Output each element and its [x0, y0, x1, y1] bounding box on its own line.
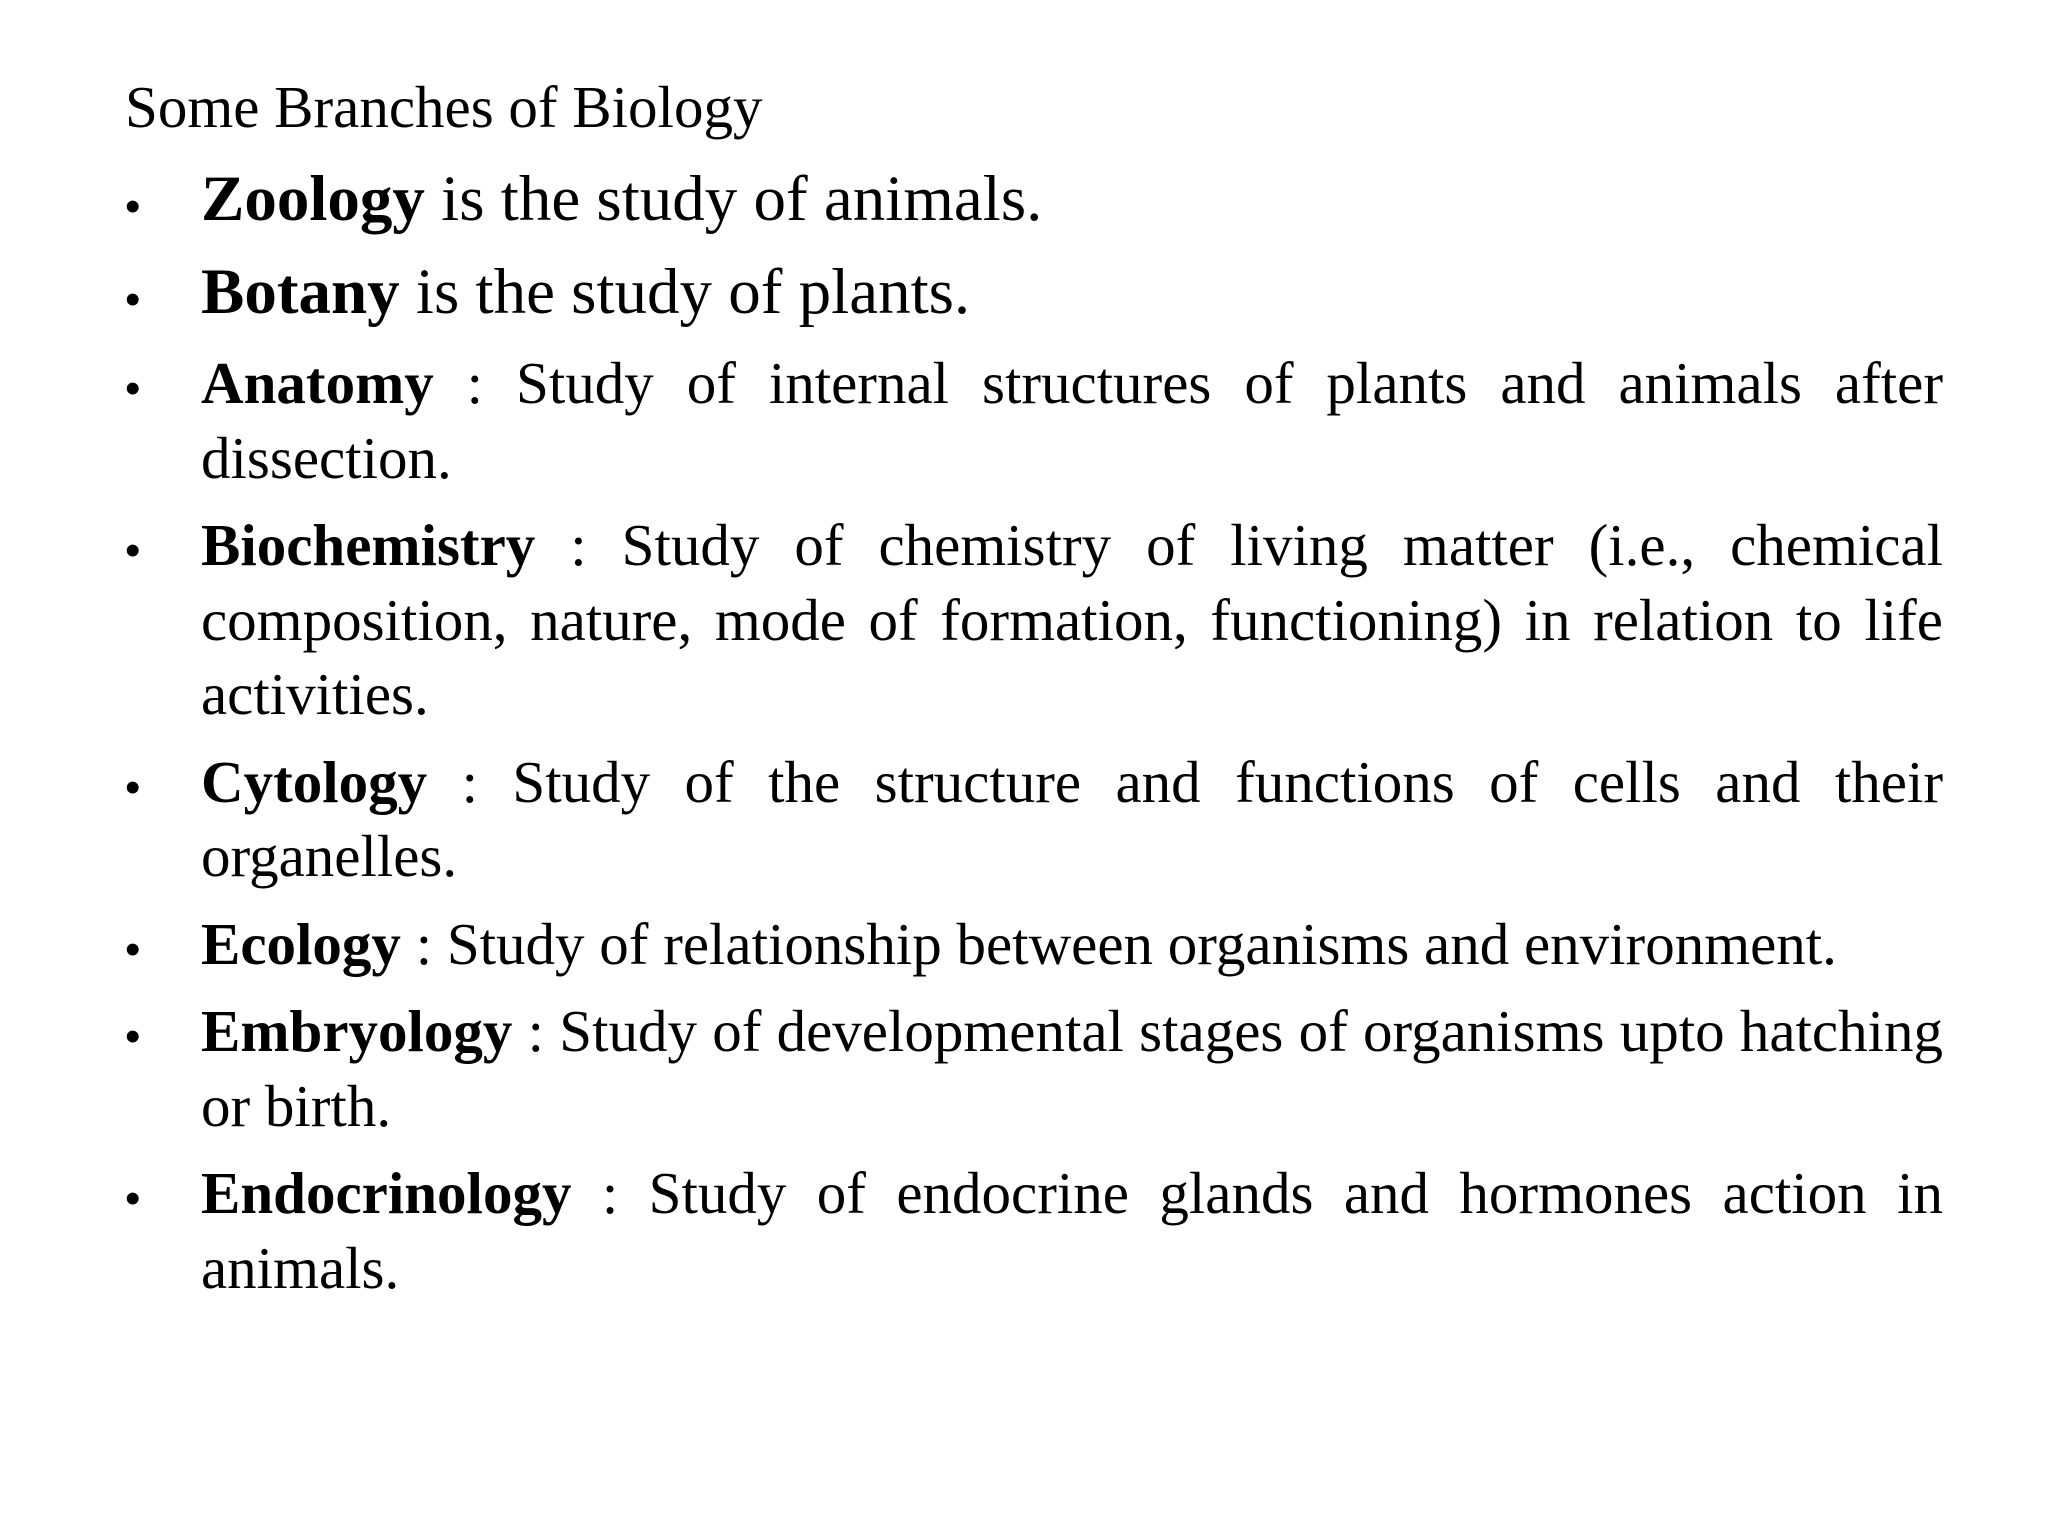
branch-definition: Study of endocrine glands and hormones action in animals.	[201, 1160, 1943, 1301]
bullet-icon: •	[125, 364, 141, 413]
list-item-biochemistry	[125, 508, 1943, 732]
bullet-icon: •	[125, 275, 141, 324]
bullet-icon: •	[125, 526, 141, 575]
branch-term: Anatomy	[201, 350, 434, 416]
bullet-icon: •	[125, 1174, 141, 1223]
branch-term: Cytology	[201, 748, 428, 815]
branch-term: Endocrinology	[201, 1160, 572, 1226]
branch-definition: Study of developmental stages of organisms upto hatching or birth.	[201, 998, 1943, 1139]
branch-definition: is the study of plants.	[415, 256, 971, 328]
branch-definition: Study of the structure and functions of cells and their organelles.	[201, 748, 1943, 889]
branch-term: Embryology	[201, 998, 513, 1064]
list-item-ecology	[125, 907, 1943, 982]
branch-definition: is the study of animals.	[441, 163, 1043, 235]
list-item-embryology	[125, 994, 1943, 1143]
branch-definition: Study of internal structures of plants and animals after dissection.	[201, 350, 1943, 491]
bullet-icon: •	[125, 762, 141, 812]
list-item-anatomy	[125, 346, 1943, 495]
branch-term: Ecology	[201, 910, 401, 977]
branch-separator	[425, 163, 441, 235]
branch-definition: Study of relationship between organisms and environment.	[446, 910, 1837, 977]
list-item-cytology	[125, 745, 1943, 894]
branch-list	[125, 160, 1943, 1318]
branch-separator: :	[535, 512, 622, 578]
branch-term: Botany	[201, 256, 400, 328]
bullet-icon: •	[125, 1012, 141, 1061]
list-item-botany	[125, 253, 1943, 331]
branch-separator: :	[400, 910, 447, 977]
branch-separator: :	[571, 1160, 649, 1226]
branch-term: Biochemistry	[201, 512, 536, 578]
branch-separator: :	[512, 998, 560, 1064]
list-item-endocrinology	[125, 1156, 1943, 1305]
bullet-icon: •	[125, 182, 141, 231]
branch-separator	[400, 256, 416, 328]
branch-definition: Study of chemistry of living matter (i.e., chemical composition, nature, mode of formation, functioning) in relation to life activities.	[201, 512, 1943, 727]
branch-separator: :	[427, 748, 513, 815]
branch-term: Zoology	[201, 163, 425, 235]
slide-title: Some Branches of Biology	[125, 74, 763, 140]
branch-separator: :	[433, 350, 517, 416]
bullet-icon: •	[125, 924, 141, 974]
list-item-zoology	[125, 160, 1943, 238]
